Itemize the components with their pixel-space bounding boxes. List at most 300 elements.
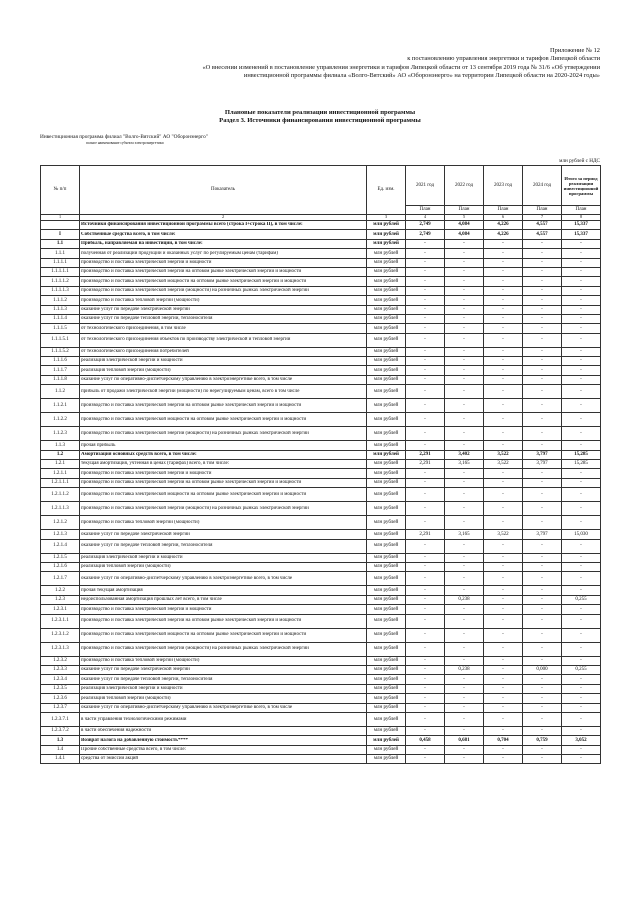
row-unit: млн рублей [367,286,406,295]
row-name: реализация электрической энергии и мощности [81,358,183,364]
resolution-title-line1: «О внесении изменений в постановление управления энергетики и тарифов Липецкой области от 13 сентября 2019 года № 31/6 «Об утверждении [202,63,600,71]
row-name-cell [80,553,367,562]
row-name: производство и поставка тепловой энергии (мощности) [81,519,200,525]
row-year-value: - [484,413,523,427]
row-name-cell [80,258,367,267]
row-year-value: - [523,347,562,356]
row-name: производство и поставка электрической энергии на оптовом рынке электрической энергии и мощности [81,480,302,486]
row-number: 1.2.3.1.2 [41,628,80,642]
unit-note: млн рублей с НДС [559,158,600,164]
row-name: оказание услуг по передаче электрической энергии [81,667,190,673]
header-num: № п/п [41,166,80,215]
row-unit: млн рублей [367,642,406,656]
row-year-value: - [406,286,445,295]
row-year-value: - [406,694,445,703]
row-unit: млн рублей [367,314,406,323]
row-total-value: 15,337 [562,230,601,239]
row-year-value: - [484,539,523,553]
row-year-value: 2,291 [406,530,445,539]
row-year-value: - [484,656,523,665]
row-number: 1.2.3.1.1 [41,614,80,628]
table-row [41,562,601,571]
row-year-value: - [523,586,562,595]
header-name: Показатель [80,166,367,215]
row-year-value: - [523,675,562,684]
row-year-value: - [523,385,562,399]
row-unit: млн рублей [367,712,406,726]
row-year-value: 4,557 [523,230,562,239]
column-number: 2 [80,215,367,221]
row-year-value: - [406,375,445,384]
row-name: производство и поставка электрической энергии и мощности [81,259,212,265]
row-unit: млн рублей [367,539,406,553]
row-name: Собственные средства всего, в том числе: [81,231,176,237]
row-number: 1.4.1 [41,755,80,764]
row-year-value: - [484,366,523,375]
row-year-value: - [484,745,523,754]
row-year-value: - [406,296,445,305]
row-year-value: - [484,572,523,586]
row-year-value: - [445,324,484,333]
row-year-value: - [523,324,562,333]
row-name: прибыль от продажи электрической энергии (мощности) по нерегулируемым ценам, всего в том числе [81,388,300,394]
row-number: 1.1.1.8 [41,375,80,384]
row-year-value: - [445,333,484,347]
column-number: 7 [523,215,562,221]
row-unit: млн рублей [367,572,406,586]
row-year-value: - [484,675,523,684]
row-number: 1.2.3.1.3 [41,642,80,656]
row-year-value: - [484,684,523,693]
row-year-value: - [406,277,445,286]
row-year-value: - [523,553,562,562]
row-name: реализация электрической энергии и мощности [81,686,183,692]
row-year-value: - [406,357,445,366]
row-total-value: - [562,469,601,478]
row-year-value: 2,749 [406,221,445,230]
row-number: 1.1.2.2 [41,413,80,427]
row-unit: млн рублей [367,675,406,684]
row-number: 1.2.1.1 [41,469,80,478]
row-total-value: - [562,305,601,314]
row-number: 1.2.3.7 [41,703,80,712]
row-year-value: - [406,628,445,642]
resolution-reference: к постановлению управления энергетики и тарифов Липецкой области [407,55,600,63]
row-number: 1.3 [41,736,80,745]
row-year-value: - [445,357,484,366]
row-name: производство и поставка электрической энергии (мощности) на розничных рынках электрической энергии [81,288,309,294]
row-name-cell [80,277,367,286]
table-row [41,572,601,586]
table-row [41,656,601,665]
row-name-cell [80,675,367,684]
row-year-value: - [523,277,562,286]
row-number: 1.1.1.4 [41,314,80,323]
row-year-value: - [484,375,523,384]
column-number: 5 [445,215,484,221]
row-name: реализация тепловой энергии (мощности) [81,695,171,701]
row-year-value: - [406,516,445,530]
organization-block [40,134,208,147]
row-year-value: - [484,249,523,258]
row-name: производство и поставка электрической энергии (мощности) на розничных рынках электрической энергии [81,430,309,436]
row-name: оказание услуг по передаче электрической энергии [81,531,190,537]
row-unit: млн рублей [367,755,406,764]
row-year-value: - [523,357,562,366]
row-year-value: - [523,703,562,712]
row-year-value: - [445,745,484,754]
table-row [41,249,601,258]
row-number [41,221,80,230]
row-unit: млн рублей [367,450,406,459]
row-year-value: - [484,277,523,286]
row-year-value: - [406,413,445,427]
row-unit: млн рублей [367,595,406,604]
row-year-value: - [523,628,562,642]
row-year-value: - [406,572,445,586]
row-total-value: - [562,366,601,375]
row-year-value: - [406,665,445,674]
table-header-row [41,166,601,206]
row-year-value: - [484,628,523,642]
row-name-cell [80,488,367,502]
column-number: 6 [484,215,523,221]
header-2024: 2024 год [523,166,562,206]
row-unit: млн рублей [367,357,406,366]
resolution-title-line2: инвестиционной программы филиала «Волго-Вятский» АО «Оборонэнерго» на территории Липецкой области на 2020-2024 годы» [243,72,600,80]
row-year-value: - [523,656,562,665]
row-name: производство и поставка тепловой энергии (мощности) [81,657,200,663]
row-unit: млн рублей [367,305,406,314]
row-total-value: - [562,267,601,276]
table-row [41,258,601,267]
row-year-value: - [445,469,484,478]
row-name-cell [80,314,367,323]
row-unit: млн рублей [367,628,406,642]
row-year-value: - [445,239,484,248]
row-number: 1.1.1.5.2 [41,347,80,356]
row-total-value: - [562,441,601,450]
row-year-value: - [406,333,445,347]
row-name: производство и поставка электрической мощности на оптовом рынке электрической энергии и мощности [81,278,307,284]
row-year-value: - [523,296,562,305]
row-unit: млн рублей [367,230,406,239]
row-unit: млн рублей [367,427,406,441]
row-year-value: - [484,694,523,703]
row-name-cell [80,333,367,347]
row-year-value: - [523,755,562,764]
row-year-value: - [445,277,484,286]
row-year-value: - [445,642,484,656]
table-row [41,745,601,754]
row-number: 1.1.3 [41,441,80,450]
column-number: 1 [41,215,80,221]
document-titles [0,109,640,126]
row-year-value: - [484,605,523,614]
row-number: 1.2.1.1.1 [41,478,80,487]
row-year-value: - [406,586,445,595]
row-year-value: - [445,726,484,735]
row-unit: млн рублей [367,562,406,571]
row-total-value: - [562,628,601,642]
row-number: 1.2.1.4 [41,539,80,553]
row-year-value: 0,000 [523,665,562,674]
row-number: 1.2.3.7.2 [41,726,80,735]
row-year-value: - [445,614,484,628]
row-year-value: - [406,595,445,604]
column-number: 8 [562,215,601,221]
row-total-value: - [562,357,601,366]
row-year-value: 3,522 [484,460,523,469]
table-row [41,614,601,628]
row-year-value: - [484,586,523,595]
row-year-value: - [484,286,523,295]
row-year-value: - [445,684,484,693]
row-year-value: - [406,469,445,478]
row-year-value: - [523,258,562,267]
row-year-value: - [445,539,484,553]
row-year-value: - [484,665,523,674]
table-row [41,712,601,726]
table-row [41,516,601,530]
row-year-value: - [523,488,562,502]
row-total-value: 3,052 [562,736,601,745]
row-unit: млн рублей [367,413,406,427]
row-year-value: - [406,239,445,248]
row-total-value: - [562,333,601,347]
row-year-value: - [523,614,562,628]
table-row [41,469,601,478]
row-name: прочая прибыль [81,442,116,448]
row-year-value: - [445,488,484,502]
row-year-value: - [406,684,445,693]
row-year-value: - [406,366,445,375]
table-row [41,539,601,553]
row-number: 1.1.1 [41,249,80,258]
row-name: Возврат налога на добавленную стоимость**** [81,737,188,743]
row-name-cell [80,427,367,441]
row-unit: млн рублей [367,375,406,384]
row-year-value: - [445,572,484,586]
row-year-value: - [484,712,523,726]
row-name: производство и поставка электрической энергии на оптовом рынке электрической энергии и мощности [81,269,302,275]
row-name: производство и поставка электрической энергии (мощности) на розничных рынках электрической энергии [81,505,309,511]
row-name-cell [80,539,367,553]
row-unit: млн рублей [367,239,406,248]
row-year-value: - [406,745,445,754]
row-year-value: - [484,469,523,478]
row-name: реализация тепловой энергии (мощности) [81,367,171,373]
financing-table [40,165,601,764]
row-unit: млн рублей [367,726,406,735]
row-year-value: - [523,539,562,553]
row-year-value: - [484,488,523,502]
row-year-value: - [484,562,523,571]
row-year-value: - [484,502,523,516]
row-name-cell [80,239,367,248]
row-total-value: - [562,572,601,586]
row-name-cell [80,221,367,230]
row-name-cell [80,357,367,366]
row-total-value: - [562,488,601,502]
row-name-cell [80,249,367,258]
row-total-value: - [562,413,601,427]
row-year-value: - [406,267,445,276]
row-year-value: - [484,726,523,735]
row-total-value: - [562,478,601,487]
row-year-value: 3,165 [445,530,484,539]
row-name: реализация тепловой энергии (мощности) [81,564,171,570]
row-total-value: - [562,675,601,684]
row-year-value: - [445,399,484,413]
row-name-cell [80,478,367,487]
row-name-cell [80,712,367,726]
row-year-value: - [523,427,562,441]
row-year-value: - [445,703,484,712]
row-total-value: - [562,385,601,399]
row-year-value: - [484,553,523,562]
row-name: Прибыль, направляемая на инвестиции, в том числе: [81,241,203,247]
row-name-cell [80,375,367,384]
header-2021: 2021 год [406,166,445,206]
plan-label: План [445,206,484,215]
row-year-value: - [445,656,484,665]
row-unit: млн рублей [367,366,406,375]
table-row [41,399,601,413]
row-year-value: - [484,305,523,314]
row-year-value: - [445,249,484,258]
row-year-value: - [484,703,523,712]
document-header [202,47,600,81]
row-name: производство и поставка электрической энергии и мощности [81,470,212,476]
row-year-value: - [406,703,445,712]
row-year-value: - [406,324,445,333]
row-unit: млн рублей [367,441,406,450]
row-year-value: - [445,478,484,487]
appendix-number: Приложение № 12 [550,47,600,54]
row-number: 1.2.2 [41,586,80,595]
row-name: от технологического присоединения объектов по производству электрической и тепловой энергии [81,337,291,343]
row-unit: млн рублей [367,656,406,665]
row-unit: млн рублей [367,553,406,562]
row-total-value: - [562,249,601,258]
row-year-value: 2,291 [406,460,445,469]
row-name-cell [80,736,367,745]
row-year-value: - [523,267,562,276]
row-name: прочая текущая амортизация [81,587,143,593]
row-year-value: - [445,286,484,295]
row-total-value: - [562,712,601,726]
row-total-value: - [562,258,601,267]
row-name: оказание услуг по оперативно-диспетчерскому управлению в электроэнергетике всего, в том числе [81,576,293,582]
table-row [41,375,601,384]
row-year-value: - [445,314,484,323]
row-total-value: - [562,277,601,286]
row-year-value: - [523,502,562,516]
row-name-cell [80,516,367,530]
row-year-value: - [445,267,484,276]
row-name: в части обеспечения надежности [81,728,152,734]
row-name-cell [80,694,367,703]
header-unit: Ед. изм. [367,166,406,215]
table-row [41,305,601,314]
row-name: оказание услуг по оперативно-диспетчерскому управлению в электроэнергетике всего, в том числе [81,377,293,383]
row-year-value: - [445,347,484,356]
row-name: текущая амортизация, учтенная в ценах (тарифах) всего, в том числе: [81,461,230,467]
row-name: в части управления технологическими режимами [81,716,187,722]
row-unit: млн рублей [367,460,406,469]
row-total-value: 15,030 [562,530,601,539]
row-total-value: 15,285 [562,460,601,469]
row-name-cell [80,628,367,642]
row-year-value: - [406,305,445,314]
row-number: I [41,230,80,239]
row-total-value: - [562,656,601,665]
row-year-value: - [484,478,523,487]
row-name-cell [80,586,367,595]
row-unit: млн рублей [367,399,406,413]
row-year-value: - [406,385,445,399]
row-year-value: - [445,755,484,764]
row-year-value: - [445,586,484,595]
plan-label: План [523,206,562,215]
row-unit: млн рублей [367,703,406,712]
row-name-cell [80,385,367,399]
row-year-value: - [406,726,445,735]
row-year-value: - [484,314,523,323]
table-row [41,726,601,735]
row-unit: млн рублей [367,694,406,703]
row-year-value: - [445,413,484,427]
row-year-value: - [523,333,562,347]
row-name-cell [80,562,367,571]
row-year-value: 3,797 [523,450,562,459]
row-number: 1.2.1.7 [41,572,80,586]
row-total-value: - [562,427,601,441]
row-year-value: 3,165 [445,460,484,469]
row-name: производство и поставка электрической мощности на оптовом рынке электрической энергии и мощности [81,491,307,497]
row-year-value: - [484,347,523,356]
row-year-value: - [445,366,484,375]
table-row [41,324,601,333]
row-year-value: - [523,314,562,323]
row-number: 1.1.2.3 [41,427,80,441]
row-total-value: 15,285 [562,450,601,459]
row-unit: млн рублей [367,665,406,674]
row-name-cell [80,642,367,656]
row-unit: млн рублей [367,333,406,347]
row-year-value: - [406,488,445,502]
row-name: от технологического присоединения, в том числе [81,325,186,331]
row-year-value: - [406,614,445,628]
row-number: 1.2.1.3 [41,530,80,539]
table-row [41,357,601,366]
row-year-value: - [523,478,562,487]
column-number: 3 [367,215,406,221]
row-year-value: - [484,595,523,604]
row-year-value: 4,084 [445,221,484,230]
row-total-value: - [562,684,601,693]
row-year-value: - [406,314,445,323]
row-unit: млн рублей [367,478,406,487]
row-year-value: - [406,347,445,356]
row-year-value: - [523,399,562,413]
row-number: 1.2.3 [41,595,80,604]
table-row [41,694,601,703]
row-name-cell [80,755,367,764]
table-row [41,460,601,469]
row-name-cell [80,656,367,665]
